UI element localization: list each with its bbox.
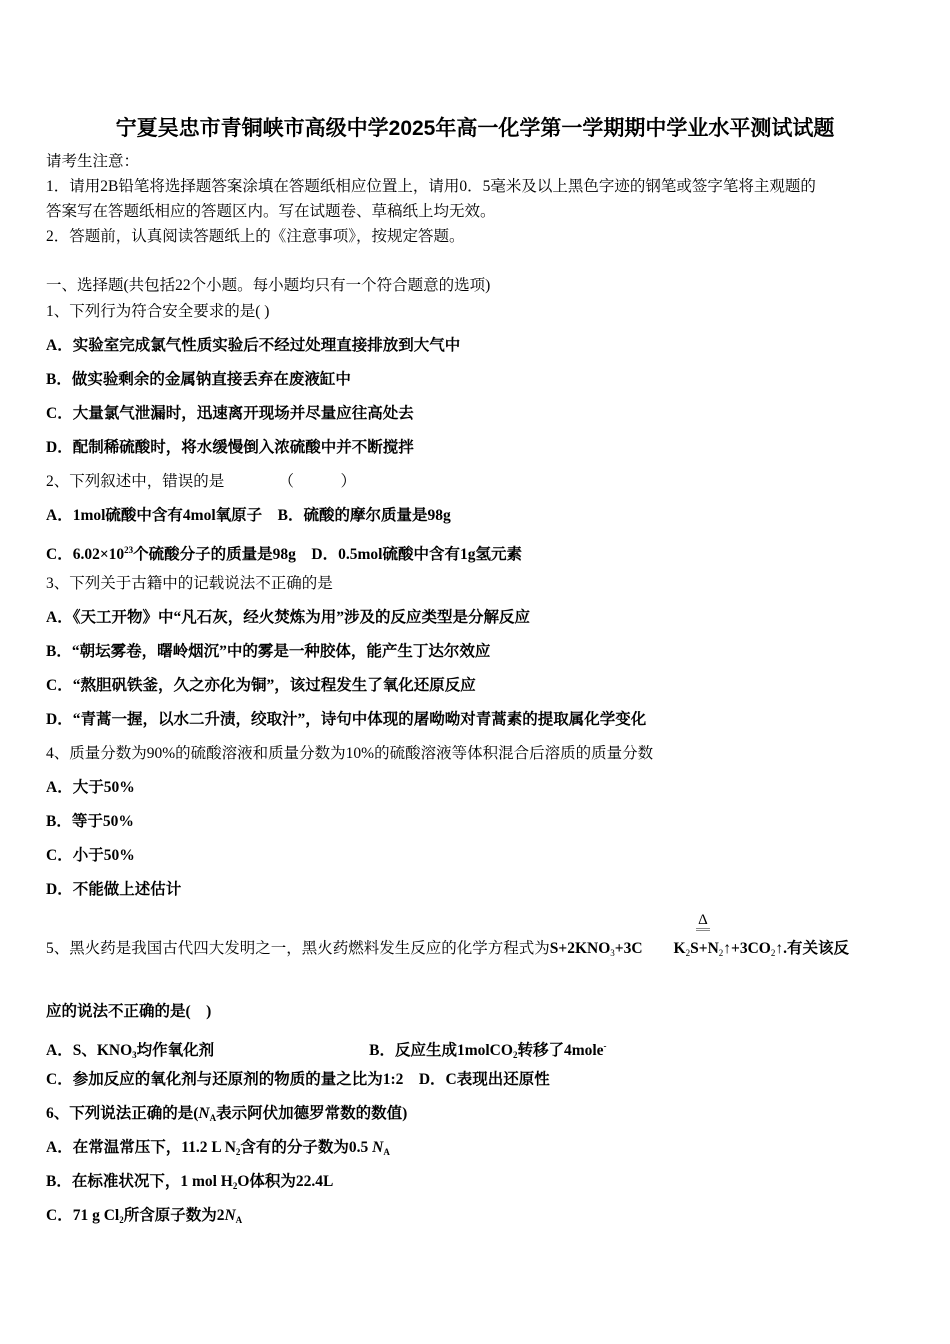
text-segment: A xyxy=(383,1147,390,1157)
document-line xyxy=(46,710,646,730)
text-segment: 均作氧化剂 B．反应生成1molCO xyxy=(136,1042,513,1059)
document-line xyxy=(46,812,134,832)
document-line xyxy=(46,472,356,492)
text-segment: B．“朝坛雾卷，曙岭烟沉”中的雾是一种胶体，能产生丁达尔效应 xyxy=(46,643,491,660)
text-segment: 个硫酸分子的质量是98g D．0.5mol硫酸中含有1g氢元素 xyxy=(133,546,522,563)
text-segment: ↑.有关该反 xyxy=(775,940,850,957)
document-line xyxy=(46,404,414,424)
document-line xyxy=(46,202,496,222)
text-segment: 4、质量分数为90%的硫酸溶液和质量分数为10%的硫酸溶液等体积混合后溶质的质量分数 xyxy=(46,745,654,762)
text-segment: 答案写在答题纸相应的答题区内。写在试题卷、草稿纸上均无效。 xyxy=(46,203,496,220)
document-line xyxy=(46,1036,607,1065)
text-segment: A．实验室完成氯气性质实验后不经过处理直接排放到大气中 xyxy=(46,337,461,354)
text-segment: 23 xyxy=(124,545,134,555)
text-segment: A xyxy=(209,1113,217,1123)
document-line xyxy=(46,574,333,594)
document-line xyxy=(46,506,451,526)
heating-condition-symbol: Δ xyxy=(696,912,710,931)
document-line xyxy=(46,642,490,662)
document-line xyxy=(46,276,490,296)
text-segment: - xyxy=(603,1041,607,1051)
text-segment: 2 xyxy=(718,948,724,958)
document-line xyxy=(46,608,530,628)
text-segment: D．不能做上述估计 xyxy=(46,881,182,898)
text-segment: 转移了4mole xyxy=(517,1042,604,1059)
document-line xyxy=(46,846,135,866)
text-segment: 请考生注意： xyxy=(46,153,140,170)
document-line xyxy=(46,177,816,197)
document-line xyxy=(46,1138,390,1162)
document-title: 宁夏吴忠市青铜峡市高级中学2025年高一化学第一学期期中学业水平测试试题 xyxy=(115,117,835,140)
text-segment: A．1mol硫酸中含有4mol氧原子 B．硫酸的摩尔质量是98g xyxy=(46,507,451,524)
text-segment: 2、下列叙述中，错误的是 （ ） xyxy=(46,473,357,490)
text-segment: C．71 g Cl xyxy=(46,1207,120,1224)
text-segment: 6、下列说法正确的是( xyxy=(46,1105,199,1122)
text-segment: B．等于50% xyxy=(46,813,134,830)
text-segment: 3 xyxy=(610,948,615,958)
document-line xyxy=(46,880,181,900)
text-segment: A．S、KNO xyxy=(46,1042,133,1059)
document-line xyxy=(46,302,269,322)
text-segment: N xyxy=(372,1139,384,1156)
text-segment: O体积为22.4L xyxy=(237,1173,334,1190)
text-segment: B．在标准状况下，1 mol H xyxy=(46,1173,233,1190)
text-segment: D．配制稀硫酸时，将水缓慢倒入浓硫酸中并不断搅拌 xyxy=(46,439,414,456)
text-segment: +3C K xyxy=(614,940,686,957)
text-segment: A．大于50% xyxy=(46,779,135,796)
document-line xyxy=(46,152,139,172)
text-segment: 2 xyxy=(235,1147,241,1157)
text-segment: C．大量氯气泄漏时，迅速离开现场并尽量应往高处去 xyxy=(46,405,414,422)
text-segment: 2．答题前，认真阅读答题纸上的《注意事项》，按规定答题。 xyxy=(46,228,465,245)
text-segment: 含有的分子数为0.5 xyxy=(240,1139,373,1156)
document-line xyxy=(46,1206,242,1230)
text-segment: A．在常温常压下，11.2 L N xyxy=(46,1139,236,1156)
text-segment: 3 xyxy=(132,1050,137,1060)
document-line xyxy=(46,438,414,458)
document-line xyxy=(46,540,522,565)
document-line xyxy=(46,778,135,798)
text-segment: N xyxy=(224,1207,236,1224)
text-segment: ↑+3CO xyxy=(723,940,771,957)
text-segment: S+N xyxy=(690,940,719,957)
text-segment: 2 xyxy=(770,948,776,958)
text-segment: 2 xyxy=(232,1181,238,1191)
text-segment: 3、下列关于古籍中的记载说法不正确的是 xyxy=(46,575,333,592)
document-line xyxy=(46,1070,550,1090)
text-segment: N xyxy=(198,1105,210,1122)
text-segment: 2 xyxy=(685,948,691,958)
document-line xyxy=(46,1104,407,1128)
text-segment: C．小于50% xyxy=(46,847,135,864)
text-segment: A．《天工开物》中“凡石灰，经火焚炼为用”涉及的反应类型是分解反应 xyxy=(46,609,530,626)
text-segment: C．6.02×10 xyxy=(46,546,125,563)
text-segment: 所含原子数为2 xyxy=(123,1207,225,1224)
text-segment: C．参加反应的氧化剂与还原剂的物质的量之比为1:2 D．C表现出还原性 xyxy=(46,1071,550,1088)
document-line xyxy=(46,744,653,764)
document-line xyxy=(46,939,849,963)
text-segment: 1、下列行为符合安全要求的是( ) xyxy=(46,303,270,320)
text-segment: D．“青蒿一握，以水二升渍，绞取汁”，诗句中体现的屠呦呦对青蒿素的提取属化学变化 xyxy=(46,711,647,728)
text-segment: 1．请用2B铅笔将选择题答案涂填在答题纸相应位置上，请用0．5毫米及以上黑色字迹的钢笔或签字笔将主观题的 xyxy=(46,178,816,195)
text-segment: C．“熬胆矾铁釜，久之亦化为铜”，该过程发生了氧化还原反应 xyxy=(46,677,476,694)
text-segment: 表示阿伏加德罗常数的数值) xyxy=(216,1105,408,1122)
text-segment: 应的说法不正确的是( ) xyxy=(46,1003,212,1020)
text-segment: 5、黑火药是我国古代四大发明之一，黑火药燃料发生反应的化学方程式为 xyxy=(46,940,550,957)
text-segment: A xyxy=(235,1215,243,1225)
text-segment: B．做实验剩余的金属钠直接丢弃在废液缸中 xyxy=(46,371,351,388)
text-segment: 一、选择题(共包括22个小题。每小题均只有一个符合题意的选项) xyxy=(46,277,491,294)
document-line xyxy=(46,336,460,356)
document-line xyxy=(46,676,476,696)
document-line xyxy=(46,1172,333,1196)
document-line xyxy=(46,370,351,390)
text-segment: 2 xyxy=(512,1050,518,1060)
text-segment: 2 xyxy=(119,1215,124,1225)
text-segment: S+2KNO xyxy=(549,940,611,957)
document-line xyxy=(46,1002,211,1022)
document-line xyxy=(46,227,465,247)
